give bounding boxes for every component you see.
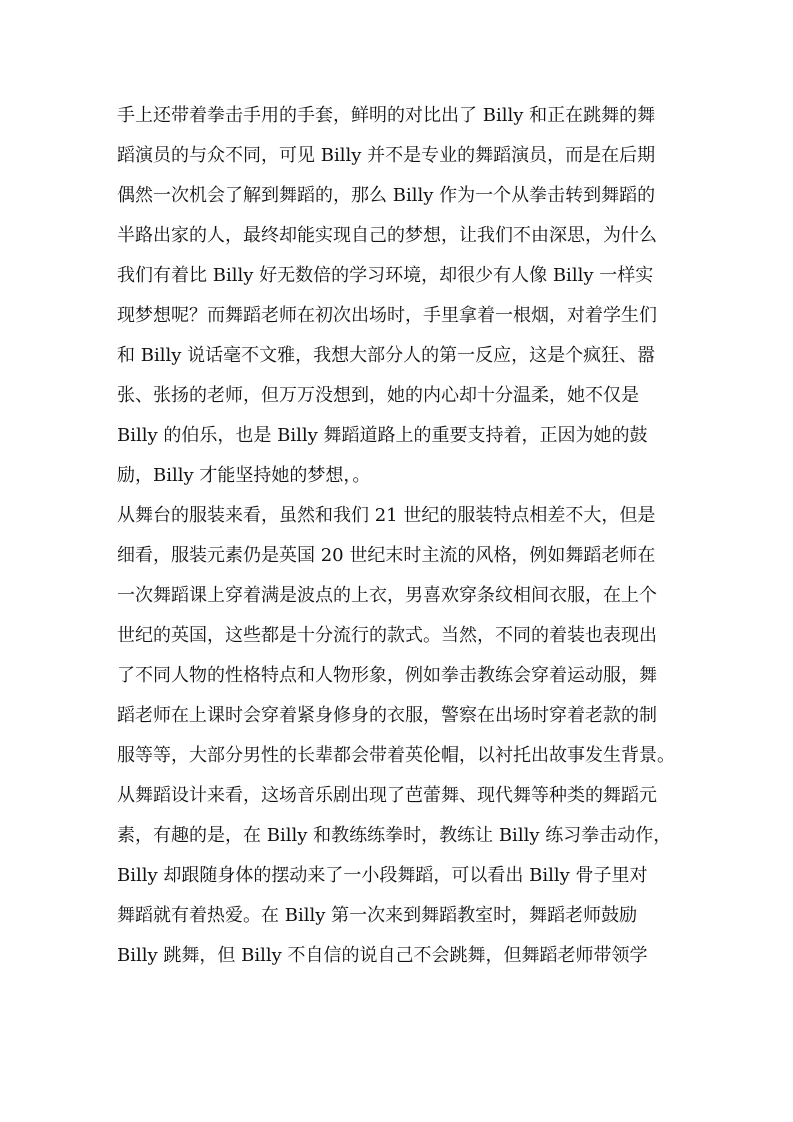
text-line: 半路出家的人，最终却能实现自己的梦想，让我们不由深思，为什么 xyxy=(117,225,657,246)
text-line: 我们有着比 Billy 好无数倍的学习环境，却很少有人像 Billy 一样实 xyxy=(117,265,654,286)
text-line: 和 Billy 说话毫不文雅，我想大部分人的第一反应，这是个疯狂、嚣 xyxy=(117,345,656,366)
text-line: 一次舞蹈课上穿着满是波点的上衣，男喜欢穿条纹相间衣服，在上个 xyxy=(117,585,657,606)
text-line: 蹈老师在上课时会穿着紧身修身的衣服，警察在出场时穿着老款的制 xyxy=(117,705,657,726)
text-line: 现梦想呢？而舞蹈老师在初次出场时，手里拿着一根烟，对着学生们 xyxy=(117,305,657,326)
text-line: 从舞蹈设计来看，这场音乐剧出现了芭蕾舞、现代舞等种类的舞蹈元 xyxy=(117,785,657,806)
text-line: 偶然一次机会了解到舞蹈的，那么 Billy 作为一个从拳击转到舞蹈的 xyxy=(117,185,656,206)
text-line: 细看，服装元素仍是英国 20 世纪末时主流的风格，例如舞蹈老师在 xyxy=(117,545,656,566)
text-line: Billy 的伯乐，也是 Billy 舞蹈道路上的重要支持着，正因为她的鼓 xyxy=(117,425,648,446)
text-line: 手上还带着拳击手用的手套，鲜明的对比出了 Billy 和正在跳舞的舞 xyxy=(117,105,656,126)
text-line: 蹈演员的与众不同，可见 Billy 并不是专业的舞蹈演员，而是在后期 xyxy=(117,145,656,166)
text-line: Billy 跳舞，但 Billy 不自信的说自己不会跳舞，但舞蹈老师带领学 xyxy=(117,945,648,966)
text-line: 了不同人物的性格特点和人物形象，例如拳击教练会穿着运动服，舞 xyxy=(117,665,657,686)
text-line: Billy 却跟随身体的摆动来了一小段舞蹈，可以看出 Billy 骨子里对 xyxy=(117,865,648,886)
text-line: 张、张扬的老师，但万万没想到，她的内心却十分温柔，她不仅是 xyxy=(117,385,639,406)
text-line: 励，Billy 才能坚持她的梦想，。 xyxy=(117,465,371,486)
text-line: 服等等，大部分男性的长辈都会带着英伦帽，以衬托出故事发生背景。 xyxy=(117,745,675,766)
text-line: 世纪的英国，这些都是十分流行的款式。当然，不同的着装也表现出 xyxy=(117,625,657,646)
text-line: 从舞台的服装来看，虽然和我们 21 世纪的服装特点相差不大，但是 xyxy=(117,505,656,526)
text-line: 舞蹈就有着热爱。在 Billy 第一次来到舞蹈教室时，舞蹈老师鼓励 xyxy=(117,905,638,926)
text-line: 素，有趣的是，在 Billy 和教练练拳时，教练让 Billy 练习拳击动作， xyxy=(117,825,672,846)
